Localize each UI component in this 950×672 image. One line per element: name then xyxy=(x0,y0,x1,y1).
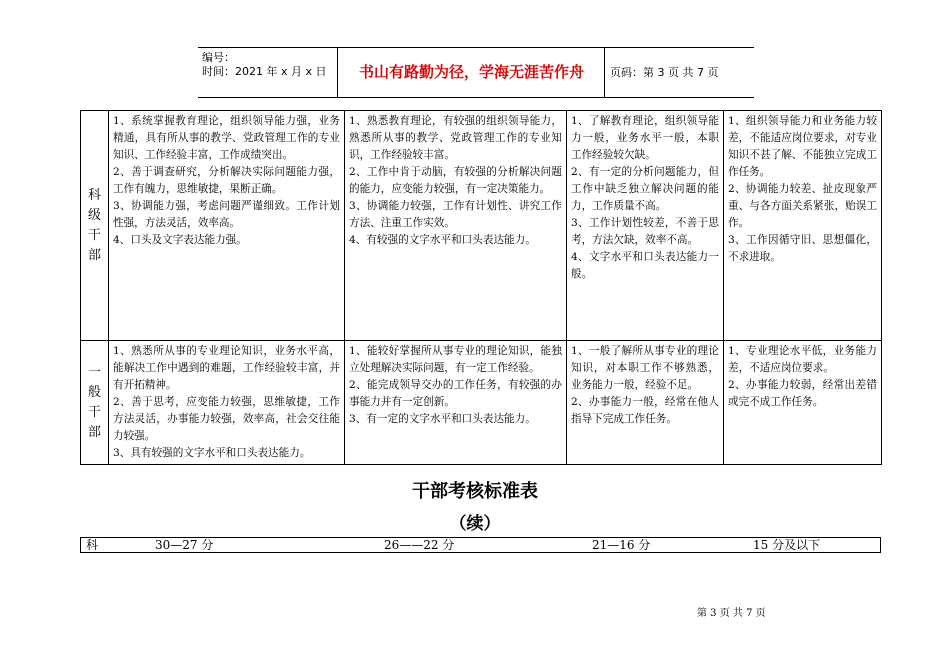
criteria-item: 1、了解教育理论，组织领导能力一般，业务水平一般，本职工作经验较欠缺。 xyxy=(571,115,719,161)
criteria-cell-excellent xyxy=(109,341,345,465)
score-band-excellent: 30—27 分 xyxy=(155,538,214,552)
criteria-item: 2、能完成领导交办的工作任务，有较强的办事能力并有一定创新。 xyxy=(349,379,562,408)
standards-table xyxy=(80,110,882,465)
criteria-item: 2、善于调查研究，分析解决实际问题能力强，工作有魄力，思维敏捷，果断正确。 xyxy=(113,166,340,195)
table-row-section-level xyxy=(81,111,882,341)
criteria-item: 3、工作计划性较差，不善于思考，方法欠缺，效率不高。 xyxy=(571,217,719,246)
criteria-item: 1、组织领导能力和业务能力较差，不能适应岗位要求，对专业知识不甚了解、不能独立完成工作任务。 xyxy=(728,115,877,178)
criteria-item: 4、文字水平和口头表达能力一般。 xyxy=(571,251,719,280)
criteria-item: 2、工作中肯于动脑，有较强的分析解决问题的能力，应变能力较强，有一定决策能力。 xyxy=(349,166,562,195)
level-label: 一般干部 xyxy=(87,364,101,440)
level-label: 科级干部 xyxy=(87,187,101,263)
header-motto: 书山有路勤为径，学海无涯苦作舟 xyxy=(339,48,605,97)
criteria-item: 2、善于思考，应变能力较强，思维敏捷，工作方法灵活，办事能力较强，效率高，社会交往能力较强。 xyxy=(113,396,340,442)
table-row-general-staff xyxy=(81,341,882,465)
score-band-poor: 15 分及以下 xyxy=(753,538,821,552)
score-band-row xyxy=(80,537,881,553)
header-page-label: 页码：第 3 页 共 7 页 xyxy=(610,66,719,79)
document-time-label: 时间：2021 年 x 月 x 日 xyxy=(202,65,327,78)
page-title: 干部考核标准表 xyxy=(412,481,538,502)
level-cell xyxy=(81,341,109,465)
criteria-cell-good xyxy=(345,111,567,341)
criteria-cell-fair xyxy=(567,341,724,465)
criteria-item: 1、能较好掌握所从事专业的理论知识，能独立处理解决实际问题，有一定工作经验。 xyxy=(349,345,562,374)
criteria-item: 3、协调能力较强，工作有计划性、讲究工作方法、注重工作实效。 xyxy=(349,200,562,229)
page-header xyxy=(198,47,754,98)
criteria-item: 1、专业理论水平低，业务能力差，不适应岗位要求。 xyxy=(728,345,877,374)
criteria-item: 2、有一定的分析问题能力，但工作中缺乏独立解决问题的能力，工作质量不高。 xyxy=(571,166,719,212)
criteria-item: 1、一般了解所从事专业的理论知识，对本职工作不够熟悉，业务能力一般，经验不足。 xyxy=(571,345,719,391)
criteria-cell-excellent xyxy=(109,111,345,341)
criteria-item: 4、口头及文字表达能力强。 xyxy=(113,234,247,246)
score-band-fair: 21—16 分 xyxy=(592,538,651,552)
page-footer: 第 3 页 共 7 页 xyxy=(697,608,766,619)
score-row-level: 科 xyxy=(86,538,99,552)
criteria-cell-good xyxy=(345,341,567,465)
criteria-item: 2、办事能力一般，经常在他人指导下完成工作任务。 xyxy=(571,396,719,425)
criteria-item: 1、系统掌握教育理论，组织领导能力强，业务精通，具有所从事的教学、党政管理工作的专业知识、工作经验丰富，工作成绩突出。 xyxy=(113,115,340,161)
criteria-item: 1、熟悉教育理论，有较强的组织领导能力，熟悉所从事的教学、党政管理工作的专业知识，工作经验较丰富。 xyxy=(349,115,562,161)
score-band-good: 26——22 分 xyxy=(384,538,455,552)
criteria-cell-poor xyxy=(724,341,882,465)
criteria-item: 3、有一定的文字水平和口头表达能力。 xyxy=(349,413,536,425)
criteria-item: 2、协调能力较差、扯皮现象严重、与各方面关系紧张，贻误工作。 xyxy=(728,183,877,229)
criteria-cell-fair xyxy=(567,111,724,341)
criteria-item: 3、工作因循守旧、思想僵化，不求进取。 xyxy=(728,234,877,263)
page-subtitle: （续） xyxy=(449,514,501,534)
criteria-item: 3、具有较强的文字水平和口头表达能力。 xyxy=(113,447,311,459)
criteria-item: 2、办事能力较弱，经常出差错或完不成工作任务。 xyxy=(728,379,877,408)
level-cell xyxy=(81,111,109,341)
criteria-item: 4、有较强的文字水平和口头表达能力。 xyxy=(349,234,536,246)
criteria-cell-poor xyxy=(724,111,882,341)
criteria-item: 1、熟悉所从事的专业理论知识，业务水平高，能解决工作中遇到的难题，工作经验较丰富，并有开拓精神。 xyxy=(113,345,340,391)
criteria-item: 3、协调能力强，考虑问题严谨细致。工作计划性强，方法灵活，效率高。 xyxy=(113,200,340,229)
header-info-cell xyxy=(198,48,338,97)
document-number-label: 编号： xyxy=(202,51,235,64)
